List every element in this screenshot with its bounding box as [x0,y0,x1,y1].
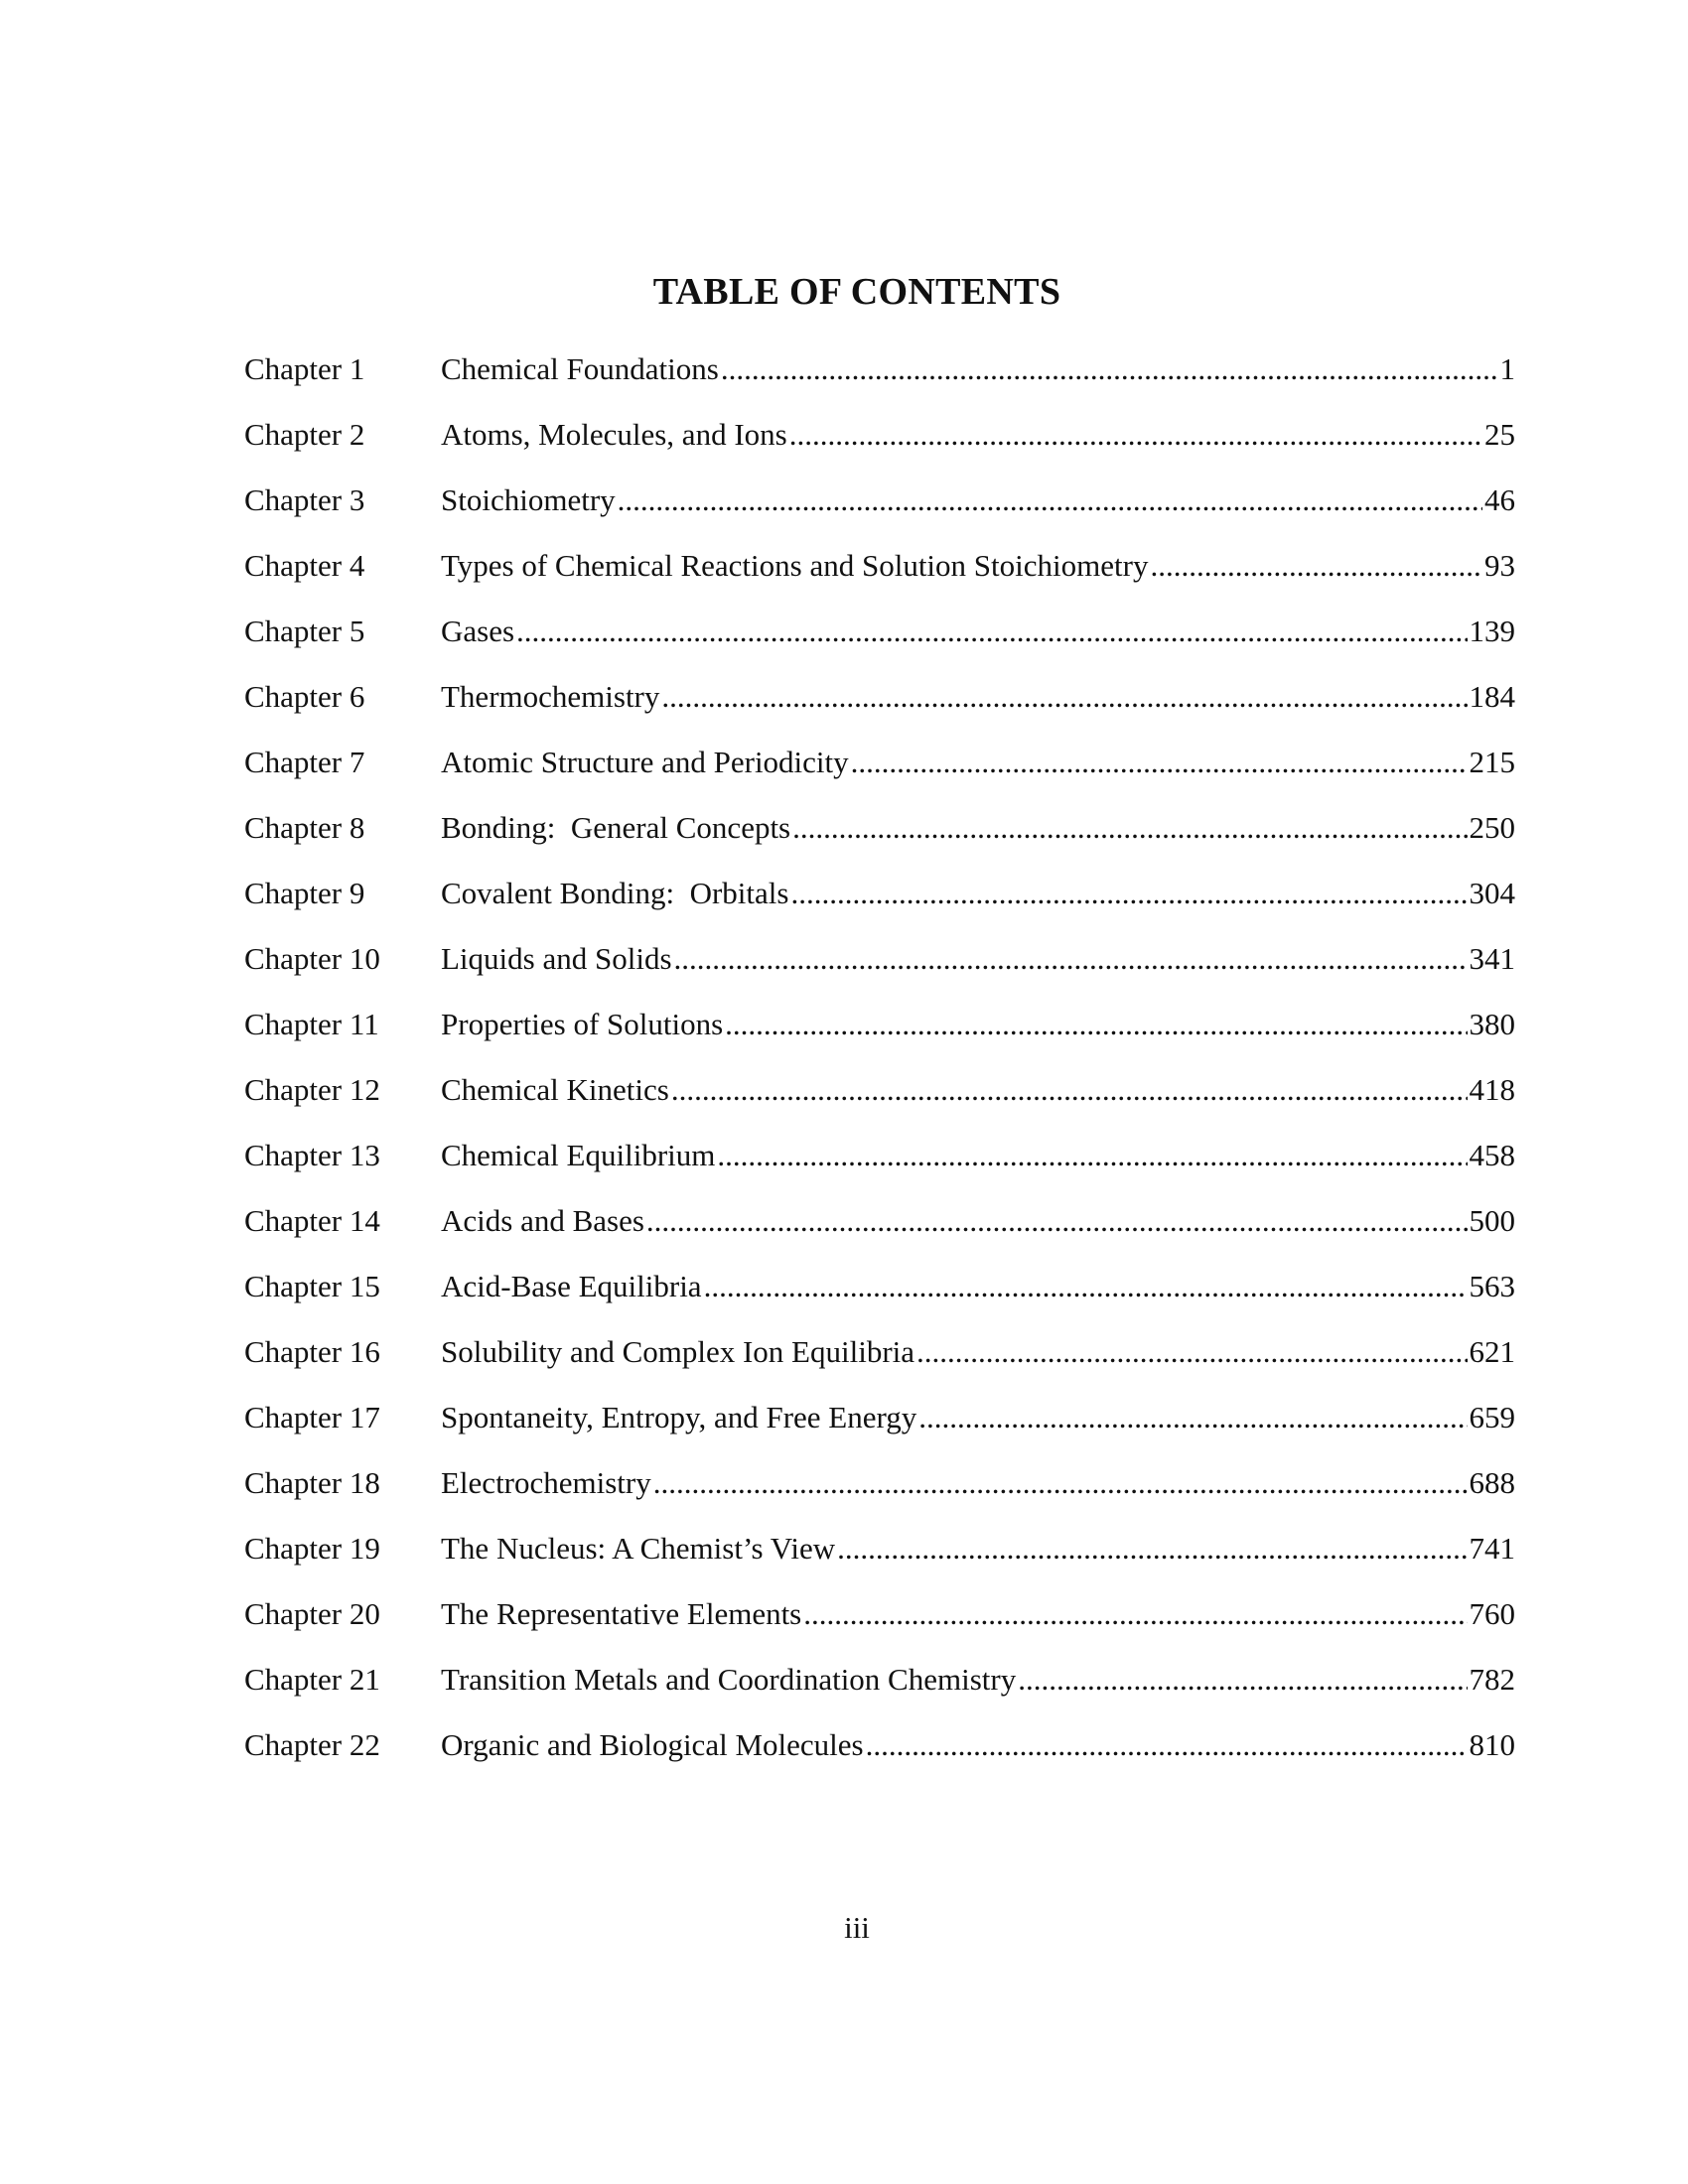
toc-row-chapter-22[interactable] [244,1723,1515,1789]
page-number: 621 [1469,1334,1515,1369]
chapter-label: Chapter 4 [244,548,365,583]
dot-leader [704,1265,1468,1308]
chapter-label: Chapter 12 [244,1072,380,1107]
toc-row-chapter-19[interactable] [244,1527,1515,1592]
toc-row-chapter-3[interactable] [244,478,1515,544]
page-number: 1 [1499,351,1515,386]
chapter-label: Chapter 2 [244,417,365,452]
toc-row-chapter-1[interactable] [244,347,1515,413]
chapter-title: Atomic Structure and Periodicity [441,745,849,779]
toc-row-chapter-8[interactable] [244,806,1515,872]
page-number: 46 [1484,482,1515,517]
chapter-title: Solubility and Complex Ion Equilibria [441,1334,915,1369]
chapter-label: Chapter 16 [244,1334,380,1369]
dot-leader [1150,544,1482,588]
dot-leader [1018,1658,1467,1702]
dot-leader [653,1461,1468,1505]
chapter-label: Chapter 22 [244,1727,380,1762]
dot-leader [671,1068,1468,1112]
page-number: 93 [1484,548,1515,583]
chapter-title: Liquids and Solids [441,941,672,976]
chapter-title: Thermochemistry [441,679,660,714]
chapter-label: Chapter 7 [244,745,365,779]
chapter-label: Chapter 14 [244,1203,380,1238]
page-number: 741 [1469,1531,1515,1566]
dot-leader [646,1199,1468,1243]
chapter-title: Spontaneity, Entropy, and Free Energy [441,1400,917,1434]
chapter-label: Chapter 9 [244,876,365,910]
chapter-title: Acid-Base Equilibria [441,1269,702,1303]
page-number: 760 [1469,1596,1515,1631]
chapter-label: Chapter 18 [244,1465,380,1500]
page-number: 418 [1469,1072,1515,1107]
chapter-title: The Representative Elements [441,1596,802,1631]
page-number: 659 [1469,1400,1515,1434]
page-number: 215 [1469,745,1515,779]
page-number: 563 [1469,1269,1515,1303]
chapter-title: Chemical Kinetics [441,1072,669,1107]
dot-leader [803,1592,1467,1636]
chapter-title: Bonding: General Concepts [441,810,791,845]
dot-leader [618,478,1482,522]
toc-row-chapter-15[interactable] [244,1265,1515,1330]
chapter-title: Atoms, Molecules, and Ions [441,417,787,452]
dot-leader [916,1330,1467,1374]
chapter-label: Chapter 11 [244,1007,379,1041]
chapter-label: Chapter 21 [244,1662,380,1697]
page-number: 688 [1469,1465,1515,1500]
page-number: 250 [1469,810,1515,845]
chapter-label: Chapter 5 [244,614,365,648]
chapter-title: Properties of Solutions [441,1007,724,1041]
dot-leader [674,937,1468,981]
chapter-title: Electrochemistry [441,1465,651,1500]
dot-leader [516,610,1467,653]
chapter-title: Types of Chemical Reactions and Solution Stoichiometry [441,548,1149,583]
page-number: 304 [1469,876,1515,910]
page-number: 184 [1469,679,1515,714]
toc-row-chapter-17[interactable] [244,1396,1515,1461]
dot-leader [790,872,1467,915]
chapter-label: Chapter 6 [244,679,365,714]
toc-row-chapter-9[interactable] [244,872,1515,937]
dot-leader [789,413,1482,457]
chapter-title: Chemical Foundations [441,351,719,386]
toc-row-chapter-4[interactable] [244,544,1515,610]
toc-row-chapter-10[interactable] [244,937,1515,1003]
page-title: TABLE OF CONTENTS [652,271,1061,313]
chapter-label: Chapter 8 [244,810,365,845]
toc-row-chapter-5[interactable] [244,610,1515,675]
toc-row-chapter-6[interactable] [244,675,1515,741]
dot-leader [866,1723,1468,1767]
chapter-label: Chapter 15 [244,1269,380,1303]
chapter-label: Chapter 20 [244,1596,380,1631]
chapter-label: Chapter 1 [244,351,365,386]
dot-leader [792,806,1467,850]
toc-row-chapter-18[interactable] [244,1461,1515,1527]
chapter-label: Chapter 10 [244,941,380,976]
page-number: 500 [1469,1203,1515,1238]
dot-leader [725,1003,1467,1046]
dot-leader [721,347,1498,391]
chapter-title: Transition Metals and Coordination Chemistry [441,1662,1017,1697]
page-number: 341 [1469,941,1515,976]
chapter-title: Acids and Bases [441,1203,644,1238]
page-number: 810 [1469,1727,1515,1762]
chapter-title: Organic and Biological Molecules [441,1727,864,1762]
chapter-title: Covalent Bonding: Orbitals [441,876,789,910]
chapter-title: Chemical Equilibrium [441,1138,716,1172]
toc-row-chapter-21[interactable] [244,1658,1515,1723]
toc-row-chapter-16[interactable] [244,1330,1515,1396]
toc-row-chapter-20[interactable] [244,1592,1515,1658]
toc-row-chapter-7[interactable] [244,741,1515,806]
toc-row-chapter-11[interactable] [244,1003,1515,1068]
footer-page-number: iii [844,1910,870,1945]
chapter-title: Gases [441,614,515,648]
dot-leader [851,741,1468,784]
page-number: 380 [1469,1007,1515,1041]
chapter-label: Chapter 17 [244,1400,380,1434]
page-number: 139 [1469,614,1515,648]
toc-row-chapter-2[interactable] [244,413,1515,478]
chapter-title: The Nucleus: A Chemist’s View [441,1531,836,1566]
toc-row-chapter-12[interactable] [244,1068,1515,1134]
chapter-label: Chapter 19 [244,1531,380,1566]
chapter-title: Stoichiometry [441,482,616,517]
table-of-contents [244,347,1515,1789]
toc-row-chapter-14[interactable] [244,1199,1515,1265]
dot-leader [837,1527,1467,1570]
page-number: 782 [1469,1662,1515,1697]
chapter-label: Chapter 3 [244,482,365,517]
chapter-label: Chapter 13 [244,1138,380,1172]
dot-leader [661,675,1467,719]
page-number: 25 [1484,417,1515,452]
dot-leader [717,1134,1467,1177]
page-number: 458 [1469,1138,1515,1172]
toc-row-chapter-13[interactable] [244,1134,1515,1199]
dot-leader [918,1396,1467,1439]
